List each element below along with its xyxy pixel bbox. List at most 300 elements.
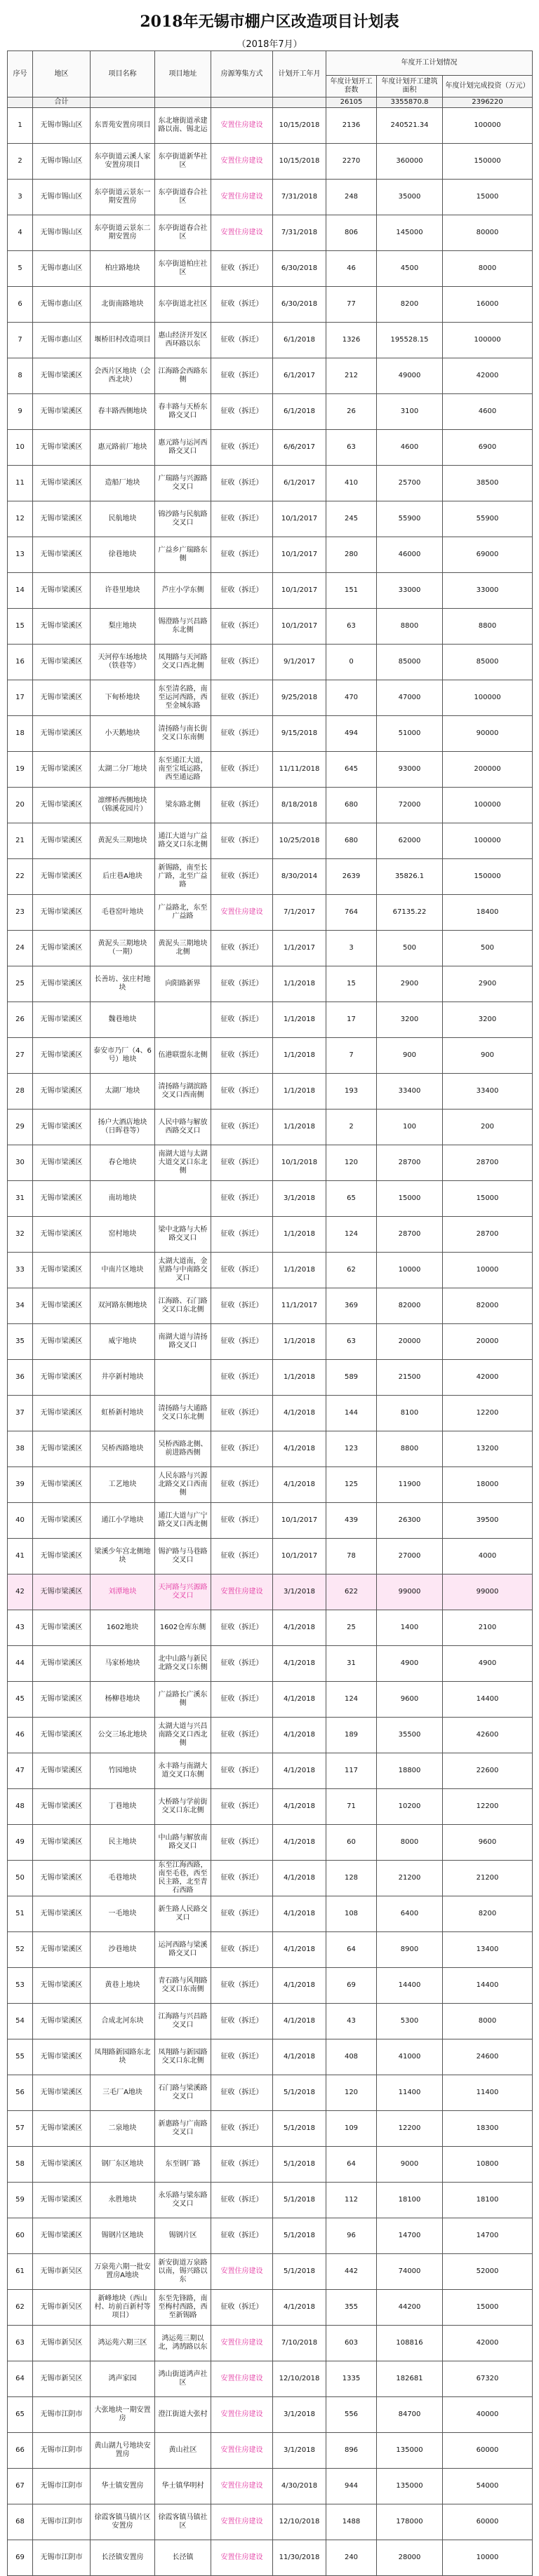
cell-date: 4/30/2018 bbox=[273, 2469, 326, 2504]
cell-address: 华士镇华明村 bbox=[155, 2469, 211, 2504]
cell-area: 18800 bbox=[377, 1753, 443, 1789]
table-row bbox=[8, 1718, 533, 1753]
cell-district: 无锡市梁溪区 bbox=[33, 2004, 91, 2039]
cell-date: 7/31/2018 bbox=[273, 180, 326, 215]
cell-district: 无锡市梁溪区 bbox=[33, 609, 91, 645]
cell-district: 无锡市江阴市 bbox=[33, 2469, 91, 2504]
cell-area: 100 bbox=[377, 1110, 443, 1145]
cell-date: 5/1/2018 bbox=[273, 2075, 326, 2111]
cell-investment: 38500 bbox=[443, 466, 533, 501]
cell-investment: 9600 bbox=[443, 1825, 533, 1861]
cell-mode: 征收（拆迁） bbox=[211, 1968, 273, 2004]
cell-households: 2 bbox=[326, 1110, 377, 1145]
cell-date: 12/10/2018 bbox=[273, 2361, 326, 2397]
cell-no: 33 bbox=[8, 1253, 33, 1288]
cell-households: 64 bbox=[326, 2147, 377, 2183]
cell-investment: 69000 bbox=[443, 537, 533, 573]
cell-district: 无锡市梁溪区 bbox=[33, 645, 91, 680]
cell-investment: 24600 bbox=[443, 2039, 533, 2075]
header-investment: 年度计划完成投资（万元） bbox=[443, 76, 533, 97]
cell-area: 20000 bbox=[377, 1324, 443, 1360]
cell-date: 6/30/2018 bbox=[273, 251, 326, 287]
cell-investment: 28700 bbox=[443, 1217, 533, 1253]
cell-no: 20 bbox=[8, 788, 33, 823]
table-row bbox=[8, 144, 533, 180]
cell-households: 65 bbox=[326, 1181, 377, 1217]
cell-date: 10/1/2017 bbox=[273, 537, 326, 573]
cell-date: 7/10/2018 bbox=[273, 2326, 326, 2361]
cell-name: 东亭街道云溪人家安置房项目 bbox=[91, 144, 155, 180]
table-row bbox=[8, 251, 533, 287]
table-row bbox=[8, 1646, 533, 1682]
cell-district: 无锡市梁溪区 bbox=[33, 1038, 91, 1074]
cell-investment: 16000 bbox=[443, 287, 533, 323]
cell-date: 6/1/2017 bbox=[273, 358, 326, 394]
cell-address: 江海路会西路东侧 bbox=[155, 358, 211, 394]
cell-mode: 征收（拆迁） bbox=[211, 1896, 273, 1932]
cell-households: 764 bbox=[326, 895, 377, 931]
cell-area: 35826.1 bbox=[377, 859, 443, 895]
cell-date: 8/30/2014 bbox=[273, 859, 326, 895]
table-row bbox=[8, 1110, 533, 1145]
cell-district: 无锡市梁溪区 bbox=[33, 1789, 91, 1825]
cell-mode: 安置住房建设 bbox=[211, 895, 273, 931]
cell-district: 无锡市梁溪区 bbox=[33, 1217, 91, 1253]
cell-district: 无锡市梁溪区 bbox=[33, 1753, 91, 1789]
cell-investment: 2900 bbox=[443, 966, 533, 1002]
table-row bbox=[8, 609, 533, 645]
cell-district: 无锡市梁溪区 bbox=[33, 1539, 91, 1574]
cell-address: 徐霞客镇马镇社区 bbox=[155, 2504, 211, 2540]
cell-area: 3100 bbox=[377, 394, 443, 430]
cell-investment: 99000 bbox=[443, 1574, 533, 1610]
cell-date: 1/1/2018 bbox=[273, 1360, 326, 1396]
cell-investment: 8000 bbox=[443, 251, 533, 287]
cell-investment: 200000 bbox=[443, 752, 533, 788]
cell-households: 117 bbox=[326, 1753, 377, 1789]
cell-district: 无锡市梁溪区 bbox=[33, 1181, 91, 1217]
header-households: 年度计划开工套数 bbox=[326, 76, 377, 97]
cell-investment: 8800 bbox=[443, 609, 533, 645]
cell-name: 天河停车场地块（铁巷等） bbox=[91, 645, 155, 680]
cell-name: 毛巷窑叶地块 bbox=[91, 895, 155, 931]
cell-address: 江海路与兴昌路交叉口 bbox=[155, 2004, 211, 2039]
cell-no: 36 bbox=[8, 1360, 33, 1396]
cell-investment: 4600 bbox=[443, 394, 533, 430]
cell-mode: 安置住房建设 bbox=[211, 108, 273, 144]
cell-investment: 15000 bbox=[443, 180, 533, 215]
cell-address: 江海路、石门路交叉口东北侧 bbox=[155, 1288, 211, 1324]
cell-date: 4/1/2018 bbox=[273, 1825, 326, 1861]
cell-area: 41000 bbox=[377, 2039, 443, 2075]
cell-investment: 14400 bbox=[443, 1968, 533, 2004]
table-row bbox=[8, 501, 533, 537]
document-title: 2018年无锡市棚户区改造项目计划表 bbox=[140, 13, 399, 31]
cell-date: 1/1/2018 bbox=[273, 1253, 326, 1288]
table-row bbox=[8, 1253, 533, 1288]
cell-investment: 14400 bbox=[443, 1682, 533, 1718]
cell-mode: 安置住房建设 bbox=[211, 144, 273, 180]
cell-district: 无锡市惠山区 bbox=[33, 287, 91, 323]
cell-address: 东北塘街道承建路以南、锡北运 bbox=[155, 108, 211, 144]
cell-date: 3/1/2018 bbox=[273, 1574, 326, 1610]
cell-date: 9/1/2017 bbox=[273, 645, 326, 680]
cell-date: 1/1/2018 bbox=[273, 1002, 326, 1038]
cell-address: 新安街道万泉路以南，锡兴路以东 bbox=[155, 2254, 211, 2290]
cell-address: 南湖大道与清扬路交叉口 bbox=[155, 1324, 211, 1360]
cell-address: 鸿山街道鸿声社区 bbox=[155, 2361, 211, 2397]
cell-area: 4900 bbox=[377, 1646, 443, 1682]
cell-area: 93000 bbox=[377, 752, 443, 788]
cell-investment: 33400 bbox=[443, 1074, 533, 1110]
cell-address: 长泾镇 bbox=[155, 2540, 211, 2576]
cell-address: 鸿运苑三期以北，鸿鹄路以东 bbox=[155, 2326, 211, 2361]
cell-district: 无锡市梁溪区 bbox=[33, 1002, 91, 1038]
cell-households: 212 bbox=[326, 358, 377, 394]
cell-date: 7/31/2018 bbox=[273, 215, 326, 251]
cell-date: 4/1/2018 bbox=[273, 2290, 326, 2326]
cell-households: 120 bbox=[326, 2075, 377, 2111]
cell-area: 10000 bbox=[377, 1253, 443, 1288]
cell-date: 4/1/2018 bbox=[273, 1610, 326, 1646]
cell-date: 4/1/2018 bbox=[273, 1753, 326, 1789]
cell-name: 万泉苑六期一批安置房A地块 bbox=[91, 2254, 155, 2290]
cell-district: 无锡市新吴区 bbox=[33, 2326, 91, 2361]
cell-date: 4/1/2018 bbox=[273, 1467, 326, 1503]
cell-district: 无锡市梁溪区 bbox=[33, 537, 91, 573]
cell-address: 东亭街道春合社区 bbox=[155, 215, 211, 251]
cell-area: 11900 bbox=[377, 1467, 443, 1503]
cell-mode: 征收（拆迁） bbox=[211, 1110, 273, 1145]
cell-area: 28700 bbox=[377, 1145, 443, 1181]
cell-address: 锡澄路与兴昌路东北侧 bbox=[155, 609, 211, 645]
cell-name: 太湖厂地块 bbox=[91, 1074, 155, 1110]
cell-mode: 征收（拆迁） bbox=[211, 1682, 273, 1718]
cell-district: 无锡市江阴市 bbox=[33, 2504, 91, 2540]
cell-name: 锡钢片区地块 bbox=[91, 2218, 155, 2254]
cell-address: 新锡路，南至长广路，北至广益路 bbox=[155, 859, 211, 895]
total-row bbox=[8, 97, 533, 108]
cell-no: 27 bbox=[8, 1038, 33, 1074]
cell-name: 井亭新村地块 bbox=[91, 1360, 155, 1396]
cell-name: 钢厂东区地块 bbox=[91, 2147, 155, 2183]
cell-households: 108 bbox=[326, 1896, 377, 1932]
cell-mode: 安置住房建设 bbox=[211, 2469, 273, 2504]
cell-area: 15000 bbox=[377, 1181, 443, 1217]
cell-households: 63 bbox=[326, 1324, 377, 1360]
cell-name: 1602地块 bbox=[91, 1610, 155, 1646]
cell-name: 合成北河东块 bbox=[91, 2004, 155, 2039]
cell-households: 410 bbox=[326, 466, 377, 501]
cell-district: 无锡市梁溪区 bbox=[33, 1718, 91, 1753]
cell-district: 无锡市梁溪区 bbox=[33, 1825, 91, 1861]
cell-name: 魏巷地块 bbox=[91, 1002, 155, 1038]
cell-no: 8 bbox=[8, 358, 33, 394]
cell-no: 22 bbox=[8, 859, 33, 895]
header-group: 年度开工计划情况 bbox=[326, 51, 533, 76]
cell-date: 9/25/2018 bbox=[273, 680, 326, 716]
cell-mode: 征收（拆迁） bbox=[211, 1789, 273, 1825]
header-address: 项目地址 bbox=[155, 51, 211, 97]
cell-district: 无锡市江阴市 bbox=[33, 2397, 91, 2433]
cell-date: 6/1/2017 bbox=[273, 466, 326, 501]
cell-households: 25 bbox=[326, 1610, 377, 1646]
cell-address bbox=[155, 1360, 211, 1396]
cell-area: 8900 bbox=[377, 1932, 443, 1968]
cell-mode: 征收（拆迁） bbox=[211, 1253, 273, 1288]
cell-name: 太湖二分厂地块 bbox=[91, 752, 155, 788]
cell-name: 梨庄地块 bbox=[91, 609, 155, 645]
cell-date: 6/1/2018 bbox=[273, 323, 326, 358]
cell-address: 清扬路与湖滨路交叉口西南侧 bbox=[155, 1074, 211, 1110]
table-row bbox=[8, 108, 533, 144]
table-row bbox=[8, 1574, 533, 1610]
cell-area: 2900 bbox=[377, 966, 443, 1002]
cell-district: 无锡市梁溪区 bbox=[33, 1253, 91, 1288]
cell-address: 锡沪路与马巷路交叉口 bbox=[155, 1539, 211, 1574]
cell-name: 南坊地块 bbox=[91, 1181, 155, 1217]
cell-no: 43 bbox=[8, 1610, 33, 1646]
cell-district: 无锡市梁溪区 bbox=[33, 1288, 91, 1324]
table-row bbox=[8, 1789, 533, 1825]
cell-no: 60 bbox=[8, 2218, 33, 2254]
cell-address: 伍港联盟东北侧 bbox=[155, 1038, 211, 1074]
cell-area: 1400 bbox=[377, 1610, 443, 1646]
cell-address: 新生路人民路交叉口 bbox=[155, 1896, 211, 1932]
cell-name: 窑村地块 bbox=[91, 1217, 155, 1253]
cell-area: 84700 bbox=[377, 2397, 443, 2433]
cell-name: 许巷里地块 bbox=[91, 573, 155, 609]
cell-district: 无锡市梁溪区 bbox=[33, 823, 91, 859]
cell-mode: 征收（拆迁） bbox=[211, 823, 273, 859]
table-row bbox=[8, 2147, 533, 2183]
table-row bbox=[8, 1467, 533, 1503]
cell-no: 19 bbox=[8, 752, 33, 788]
cell-name: 新峰地块（西山村、坊前百新村等项目） bbox=[91, 2290, 155, 2326]
cell-households: 355 bbox=[326, 2290, 377, 2326]
cell-investment: 150000 bbox=[443, 144, 533, 180]
cell-district: 无锡市江阴市 bbox=[33, 2540, 91, 2576]
cell-name: 三毛厂A地块 bbox=[91, 2075, 155, 2111]
cell-district: 无锡市梁溪区 bbox=[33, 466, 91, 501]
cell-district: 无锡市梁溪区 bbox=[33, 752, 91, 788]
cell-area: 28700 bbox=[377, 1217, 443, 1253]
cell-address: 东亭街道春合社区 bbox=[155, 180, 211, 215]
cell-investment: 200 bbox=[443, 1110, 533, 1145]
cell-no: 24 bbox=[8, 931, 33, 966]
cell-address: 北中山路与新民北路交叉口东侧 bbox=[155, 1646, 211, 1682]
cell-no: 68 bbox=[8, 2504, 33, 2540]
cell-district: 无锡市梁溪区 bbox=[33, 1324, 91, 1360]
cell-area: 35500 bbox=[377, 1718, 443, 1753]
cell-address: 吴桥西路北侧、前进路西侧 bbox=[155, 1431, 211, 1467]
cell-address: 锡钢片区 bbox=[155, 2218, 211, 2254]
cell-area: 72000 bbox=[377, 788, 443, 823]
table-row bbox=[8, 1753, 533, 1789]
header-date: 计划开工年月 bbox=[273, 51, 326, 97]
cell-date: 10/1/2017 bbox=[273, 609, 326, 645]
cell-area: 108816 bbox=[377, 2326, 443, 2361]
cell-address: 石门路与梁溪路交叉口 bbox=[155, 2075, 211, 2111]
cell-mode: 征收（拆迁） bbox=[211, 752, 273, 788]
cell-date: 11/11/2018 bbox=[273, 752, 326, 788]
cell-households: 26 bbox=[326, 394, 377, 430]
cell-address: 新惠路与广南路交叉口 bbox=[155, 2111, 211, 2147]
cell-households: 71 bbox=[326, 1789, 377, 1825]
cell-households: 144 bbox=[326, 1396, 377, 1431]
cell-name: 徐霞客镇马镇片区安置房 bbox=[91, 2504, 155, 2540]
cell-investment: 500 bbox=[443, 931, 533, 966]
table-row bbox=[8, 1002, 533, 1038]
cell-households: 63 bbox=[326, 430, 377, 466]
cell-investment: 33000 bbox=[443, 573, 533, 609]
table-row bbox=[8, 2075, 533, 2111]
cell-no: 9 bbox=[8, 394, 33, 430]
cell-address: 人民东路与兴源北路交叉口西南侧 bbox=[155, 1467, 211, 1503]
cell-mode: 征收（拆迁） bbox=[211, 1038, 273, 1074]
cell-investment: 10000 bbox=[443, 1253, 533, 1288]
cell-investment: 20000 bbox=[443, 1324, 533, 1360]
cell-mode: 征收（拆迁） bbox=[211, 573, 273, 609]
cell-area: 178000 bbox=[377, 2504, 443, 2540]
cell-households: 645 bbox=[326, 752, 377, 788]
cell-area: 85000 bbox=[377, 645, 443, 680]
table-row bbox=[8, 2397, 533, 2433]
cell-area: 18100 bbox=[377, 2183, 443, 2218]
project-table bbox=[7, 50, 533, 2576]
cell-investment: 60000 bbox=[443, 2433, 533, 2469]
cell-address: 春丰路与天桥东路交叉口 bbox=[155, 394, 211, 430]
table-row bbox=[8, 537, 533, 573]
cell-area: 6400 bbox=[377, 1896, 443, 1932]
cell-no: 18 bbox=[8, 716, 33, 752]
cell-name: 黄泥头三期地块 bbox=[91, 823, 155, 859]
cell-date: 6/30/2018 bbox=[273, 287, 326, 323]
cell-district: 无锡市梁溪区 bbox=[33, 2218, 91, 2254]
cell-no: 34 bbox=[8, 1288, 33, 1324]
cell-households: 17 bbox=[326, 1002, 377, 1038]
cell-date: 8/18/2018 bbox=[273, 788, 326, 823]
total-label: 合计 bbox=[33, 97, 91, 108]
cell-households: 62 bbox=[326, 1253, 377, 1288]
cell-area: 4600 bbox=[377, 430, 443, 466]
cell-mode: 征收（拆迁） bbox=[211, 859, 273, 895]
cell-area: 21500 bbox=[377, 1360, 443, 1396]
cell-households: 7 bbox=[326, 1038, 377, 1074]
cell-no: 7 bbox=[8, 323, 33, 358]
cell-name: 虹桥新村地块 bbox=[91, 1396, 155, 1431]
cell-name: 黄巷上地块 bbox=[91, 1968, 155, 2004]
table-row bbox=[8, 2039, 533, 2075]
cell-district: 无锡市梁溪区 bbox=[33, 430, 91, 466]
cell-area: 21200 bbox=[377, 1861, 443, 1896]
table-row bbox=[8, 2254, 533, 2290]
cell-district: 无锡市梁溪区 bbox=[33, 1932, 91, 1968]
cell-households: 280 bbox=[326, 537, 377, 573]
table-row bbox=[8, 466, 533, 501]
cell-name: 一毛地块 bbox=[91, 1896, 155, 1932]
cell-households: 125 bbox=[326, 1467, 377, 1503]
cell-investment: 3200 bbox=[443, 1002, 533, 1038]
cell-households: 680 bbox=[326, 823, 377, 859]
cell-investment: 10800 bbox=[443, 2147, 533, 2183]
cell-households: 369 bbox=[326, 1288, 377, 1324]
cell-district: 无锡市梁溪区 bbox=[33, 2147, 91, 2183]
cell-no: 39 bbox=[8, 1467, 33, 1503]
cell-name: 长善坊、弦庄村地块 bbox=[91, 966, 155, 1002]
cell-mode: 征收（拆迁） bbox=[211, 1539, 273, 1574]
cell-district: 无锡市梁溪区 bbox=[33, 1467, 91, 1503]
cell-area: 8800 bbox=[377, 1431, 443, 1467]
cell-investment: 150000 bbox=[443, 859, 533, 895]
cell-address: 东亭街道柏庄社区 bbox=[155, 251, 211, 287]
cell-no: 63 bbox=[8, 2326, 33, 2361]
cell-district: 无锡市惠山区 bbox=[33, 323, 91, 358]
cell-investment: 52000 bbox=[443, 2254, 533, 2290]
cell-district: 无锡市梁溪区 bbox=[33, 716, 91, 752]
cell-address: 惠山经济开发区西环路以东 bbox=[155, 323, 211, 358]
table-row bbox=[8, 2361, 533, 2397]
cell-date: 3/1/2018 bbox=[273, 2397, 326, 2433]
cell-name: 堰桥旧村改造项目 bbox=[91, 323, 155, 358]
cell-name: 小天鹅地块 bbox=[91, 716, 155, 752]
cell-district: 无锡市梁溪区 bbox=[33, 1431, 91, 1467]
cell-date: 10/1/2018 bbox=[273, 1145, 326, 1181]
cell-mode: 征收（拆迁） bbox=[211, 1074, 273, 1110]
cell-investment: 11400 bbox=[443, 2075, 533, 2111]
cell-date: 1/1/2018 bbox=[273, 966, 326, 1002]
cell-households: 15 bbox=[326, 966, 377, 1002]
cell-mode: 征收（拆迁） bbox=[211, 1932, 273, 1968]
cell-mode: 征收（拆迁） bbox=[211, 501, 273, 537]
cell-households: 2639 bbox=[326, 859, 377, 895]
cell-no: 46 bbox=[8, 1718, 33, 1753]
cell-households: 60 bbox=[326, 1825, 377, 1861]
cell-date: 5/1/2018 bbox=[273, 2254, 326, 2290]
cell-area: 12200 bbox=[377, 2111, 443, 2147]
cell-mode: 征收（拆迁） bbox=[211, 1324, 273, 1360]
cell-investment: 40000 bbox=[443, 2397, 533, 2433]
table-row bbox=[8, 573, 533, 609]
cell-address: 清扬路与大通路交叉口东北侧 bbox=[155, 1396, 211, 1431]
cell-investment: 100000 bbox=[443, 108, 533, 144]
cell-no: 51 bbox=[8, 1896, 33, 1932]
cell-households: 78 bbox=[326, 1539, 377, 1574]
cell-address: 清扬路与南长街交叉口东南侧 bbox=[155, 716, 211, 752]
cell-area: 11400 bbox=[377, 2075, 443, 2111]
cell-mode: 征收（拆迁） bbox=[211, 1217, 273, 1253]
cell-area: 62000 bbox=[377, 823, 443, 859]
cell-area: 500 bbox=[377, 931, 443, 966]
header-no: 序号 bbox=[8, 51, 33, 97]
table-row bbox=[8, 1968, 533, 2004]
cell-no: 67 bbox=[8, 2469, 33, 2504]
cell-area: 14400 bbox=[377, 1968, 443, 2004]
cell-no: 38 bbox=[8, 1431, 33, 1467]
cell-area: 26300 bbox=[377, 1503, 443, 1539]
cell-area: 25700 bbox=[377, 466, 443, 501]
cell-households: 43 bbox=[326, 2004, 377, 2039]
table-row bbox=[8, 180, 533, 215]
cell-district: 无锡市梁溪区 bbox=[33, 1503, 91, 1539]
cell-investment: 18300 bbox=[443, 2111, 533, 2147]
cell-households: 2136 bbox=[326, 108, 377, 144]
cell-households: 189 bbox=[326, 1718, 377, 1753]
cell-name: 黄泥头三期地块（一期） bbox=[91, 931, 155, 966]
table-row bbox=[8, 2433, 533, 2469]
cell-investment: 8200 bbox=[443, 1896, 533, 1932]
cell-mode: 征收（拆迁） bbox=[211, 1610, 273, 1646]
